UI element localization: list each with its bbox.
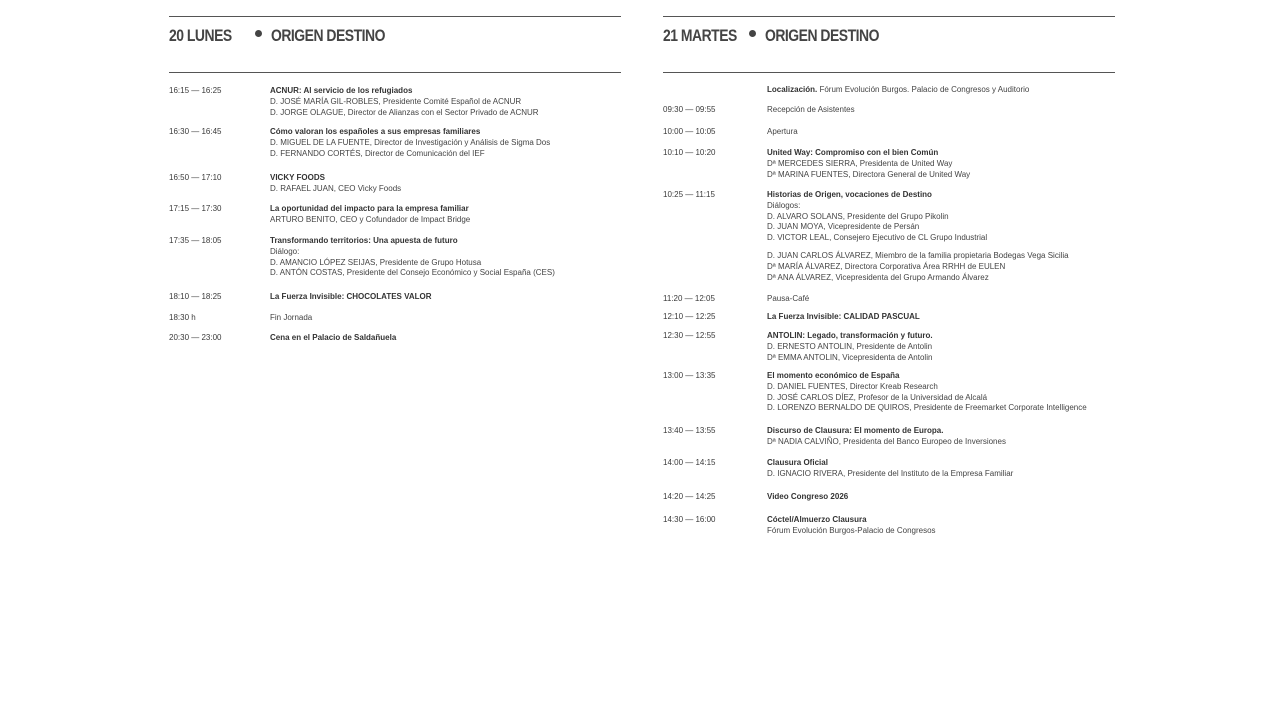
day-header <box>169 26 621 48</box>
entry-title: ANTOLIN: Legado, transformación y futuro. <box>767 331 933 340</box>
entry-detail-line: D. VICTOR LEAL, Consejero Ejecutivo de CL Grupo Industrial <box>767 233 988 243</box>
bullet-dot-icon <box>255 30 262 37</box>
entry-detail-line: Pausa-Café <box>767 294 810 303</box>
entry-time: 12:10 — 12:25 <box>663 312 716 321</box>
entry-title: La Fuerza Invisible: CHOCOLATES VALOR <box>270 292 432 301</box>
entry-title: La oportunidad del impacto para la empresa familiar <box>270 204 469 213</box>
bullet-dot-icon <box>749 30 756 37</box>
entry-time: 14:00 — 14:15 <box>663 458 716 467</box>
entry-body <box>767 458 1013 480</box>
entry-detail-line: D. JUAN MOYA, Vicepresidente de Persán <box>767 222 920 232</box>
entry-body <box>270 86 539 118</box>
day-header <box>663 26 1115 48</box>
entry-detail-line: Dª ANA ÁLVAREZ, Vicepresidenta del Grupo Armando Álvarez <box>767 272 989 282</box>
entry-detail-line: Dª MARINA FUENTES, Directora General de United Way <box>767 169 971 179</box>
header-divider <box>663 72 1115 73</box>
entry-title: La Fuerza Invisible: CALIDAD PASCUAL <box>767 312 920 321</box>
entry-time: 10:10 — 10:20 <box>663 148 716 157</box>
entry-body <box>767 190 1069 283</box>
entry-body <box>767 148 970 180</box>
entry-body <box>767 312 920 323</box>
entry-detail-line: D. AMANCIO LÓPEZ SEIJAS, Presidente de Grupo Hotusa <box>270 257 482 267</box>
entry-body <box>270 127 550 159</box>
entry-time: 11:20 — 12:05 <box>663 294 715 303</box>
entry-body <box>270 313 312 324</box>
entry-time: 10:25 — 11:15 <box>663 190 715 199</box>
day-label: 20 LUNES <box>169 26 232 45</box>
entry-title: Transformando territorios: Una apuesta de futuro <box>270 236 458 245</box>
entry-detail-line: D. FERNANDO CORTÉS, Director de Comunicación del IEF <box>270 148 485 158</box>
entry-title: VICKY FOODS <box>270 173 325 182</box>
entry-time: 09:30 — 09:55 <box>663 105 716 114</box>
entry-title: El momento económico de España <box>767 371 900 380</box>
entry-body <box>767 515 936 537</box>
entry-body <box>767 127 798 138</box>
entry-time: 10:00 — 10:05 <box>663 127 716 136</box>
entry-body <box>767 105 855 116</box>
entry-detail-line: D. JORGE OLAGUE, Director de Alianzas con el Sector Privado de ACNUR <box>270 107 539 117</box>
entry-title: Historias de Origen, vocaciones de Destino <box>767 190 932 199</box>
header-divider <box>169 72 621 73</box>
entry-detail-line: ARTURO BENITO, CEO y Cofundador de Impact Bridge <box>270 214 471 224</box>
entry-title: United Way: Compromiso con el bien Común <box>767 148 939 157</box>
entry-detail-line: D. DANIEL FUENTES, Director Kreab Research <box>767 381 938 391</box>
entry-time: 16:15 — 16:25 <box>169 86 222 95</box>
entry-detail-line <box>767 244 1069 251</box>
entry-title: Video Congreso 2026 <box>767 492 849 501</box>
entry-detail-line: Fórum Evolución Burgos-Palacio de Congresos <box>767 525 936 535</box>
entry-detail-line: Fin Jornada <box>270 313 313 322</box>
entry-detail-line: D. ANTÓN COSTAS, Presidente del Consejo Económico y Social España (CES) <box>270 268 555 278</box>
entry-title: Clausura Oficial <box>767 458 828 467</box>
entry-time: 14:20 — 14:25 <box>663 492 716 501</box>
entry-time: 16:50 — 17:10 <box>169 173 222 182</box>
entry-detail-line: D. JUAN CARLOS ÁLVAREZ, Miembro de la familia propietaria Bodegas Vega Sicilia <box>767 250 1069 260</box>
entry-body <box>270 333 396 344</box>
location-text: Fórum Evolución Burgos. Palacio de Congresos y Auditorio <box>817 85 1030 94</box>
entry-body <box>270 236 555 279</box>
entry-detail-line: D. JOSÉ MARÍA GIL-ROBLES, Presidente Comité Español de ACNUR <box>270 96 522 106</box>
entry-body <box>767 331 933 363</box>
entry-title: Discurso de Clausura: El momento de Europa. <box>767 426 944 435</box>
entry-title: Cena en el Palacio de Saldañuela <box>270 333 397 342</box>
entry-time: 20:30 — 23:00 <box>169 333 222 342</box>
day-label: 21 MARTES <box>663 26 737 45</box>
entry-detail-line: D. ERNESTO ANTOLIN, Presidente de Antolin <box>767 341 933 351</box>
entry-detail-line: Dª EMMA ANTOLIN, Vicepresidenta de Antolin <box>767 352 933 362</box>
entry-body <box>767 371 1087 414</box>
entry-time: 14:30 — 16:00 <box>663 515 716 524</box>
top-divider <box>169 16 621 17</box>
entry-detail-line: Recepción de Asistentes <box>767 105 855 114</box>
entry-detail-line: Dª MARÍA ÁLVAREZ, Directora Corporativa Área RRHH de EULEN <box>767 261 1006 271</box>
entry-title: Cómo valoran los españoles a sus empresas familiares <box>270 127 481 136</box>
entry-title: Cóctel/Almuerzo Clausura <box>767 515 867 524</box>
entry-detail-line: D. RAFAEL JUAN, CEO Vicky Foods <box>270 183 402 193</box>
entry-time: 12:30 — 12:55 <box>663 331 716 340</box>
entry-body <box>270 173 401 195</box>
entry-time: 16:30 — 16:45 <box>169 127 222 136</box>
entry-time: 17:15 — 17:30 <box>169 204 222 213</box>
section-title: ORIGEN DESTINO <box>765 26 879 45</box>
top-divider <box>663 16 1115 17</box>
entry-title: ACNUR: Al servicio de los refugiados <box>270 86 413 95</box>
entry-body <box>767 426 1006 448</box>
entry-detail-line: D. IGNACIO RIVERA, Presidente del Instituto de la Empresa Familiar <box>767 468 1014 478</box>
entry-body <box>767 294 809 305</box>
entry-time: 18:10 — 18:25 <box>169 292 222 301</box>
entry-detail-line: D. MIGUEL DE LA FUENTE, Director de Investigación y Análisis de Sigma Dos <box>270 137 551 147</box>
entry-body <box>767 492 848 503</box>
entry-detail-line: Apertura <box>767 127 798 136</box>
entry-detail-line: Dª MERCEDES SIERRA, Presidenta de United Way <box>767 158 953 168</box>
entry-time: 17:35 — 18:05 <box>169 236 222 245</box>
entry-detail-line: D. ALVARO SOLANS, Presidente del Grupo Pikolin <box>767 211 949 221</box>
entry-time: 13:00 — 13:35 <box>663 371 716 380</box>
entry-time: 18:30 h <box>169 313 196 322</box>
entry-detail-line: D. JOSÉ CARLOS DÍEZ, Profesor de la Universidad de Alcalá <box>767 392 988 402</box>
entry-detail-line: Diálogo: <box>270 246 300 256</box>
entry-detail-line: Dª NADIA CALVIÑO, Presidenta del Banco Europeo de Inversiones <box>767 436 1006 446</box>
entry-detail-line: Diálogos: <box>767 200 801 210</box>
entry-time: 13:40 — 13:55 <box>663 426 716 435</box>
entry-body <box>270 292 432 303</box>
entry-detail-line: D. LORENZO BERNALDO DE QUIROS, Presidente de Freemarket Corporate Intelligence <box>767 403 1087 413</box>
entry-body <box>270 204 470 226</box>
section-title: ORIGEN DESTINO <box>271 26 385 45</box>
location-label: Localización. <box>767 85 818 94</box>
